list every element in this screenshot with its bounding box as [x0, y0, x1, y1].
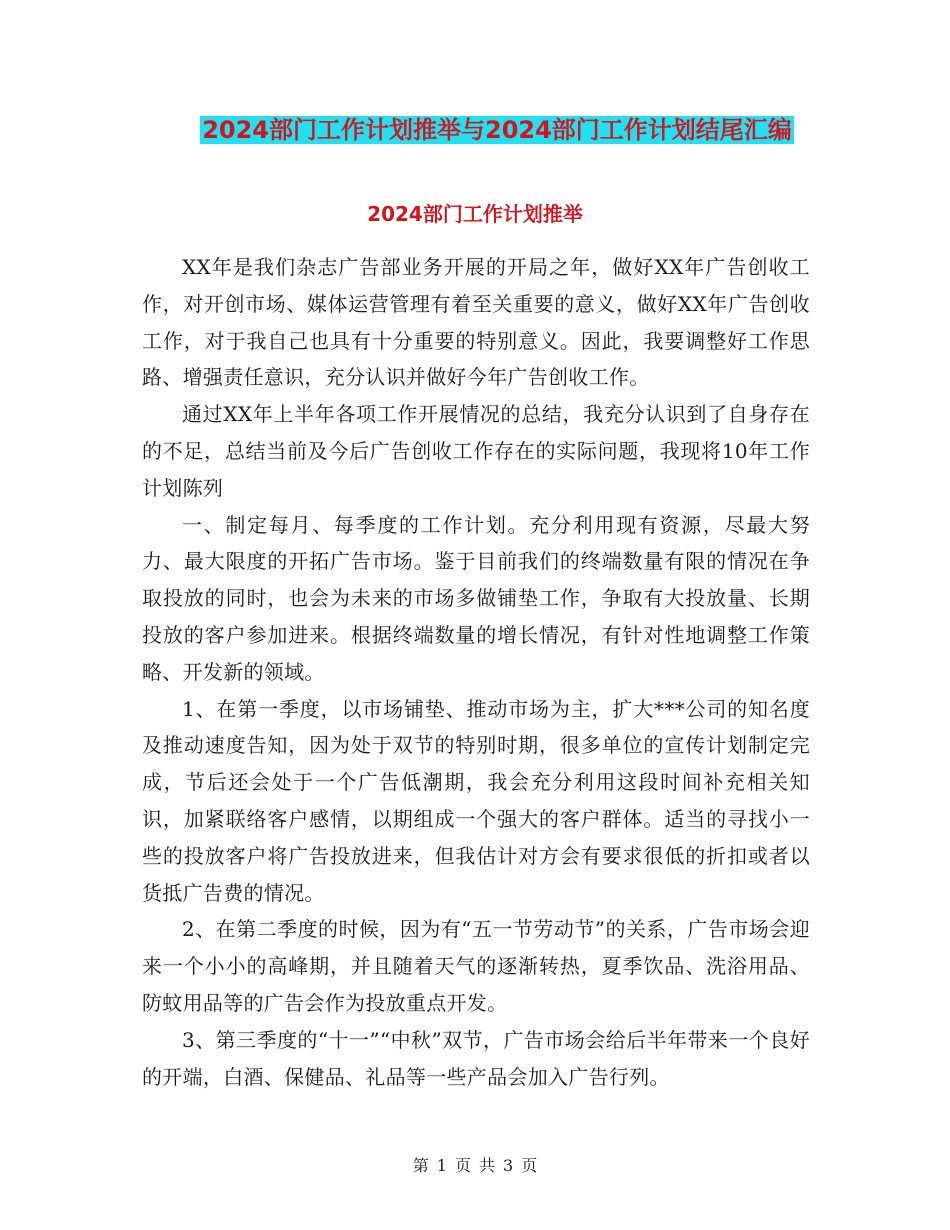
total-pages-number: 3 [503, 1156, 514, 1175]
footer-total-prefix: 共 [479, 1156, 496, 1175]
paragraph: 1、在第一季度，以市场铺垫、推动市场为主，扩大***公司的知名度及推动速度告知，因为处于双节的特别时期，很多单位的宣传计划制定完成，节后还会处于一个广告低潮期，我会充分利用这段时间补充相关知识，加紧联络客户感情，以期组成一个强大的客户群体。适当的寻找小一些的投放客户将广告投放进来，但我估计对方会有要求很低的折扣或者以货抵广告费的情况。 [142, 696, 810, 905]
document-title-text: 2024部门工作计划推举与2024部门工作计划结尾汇编 [202, 116, 792, 144]
footer-total-suffix: 页 [521, 1156, 538, 1175]
page-footer [0, 1154, 950, 1178]
paragraph: XX年是我们杂志广告部业务开展的开局之年，做好XX年广告创收工作，对开创市场、媒体运营管理有着至关重要的意义，做好XX年广告创收工作，对于我自己也具有十分重要的特别意义。因此，我要调整好工作思路、增强责任意识，充分认识并做好今年广告创收工作。 [142, 255, 810, 390]
paragraph: 3、第三季度的“十一”“中秋”双节，广告市场会给后半年带来一个良好的开端，白酒、保健品、礼品等一些产品会加入广告行列。 [142, 1027, 810, 1089]
section-title: 2024部门工作计划推举 [367, 202, 583, 226]
footer-page-label: 页 [454, 1156, 471, 1175]
current-page-number: 1 [436, 1156, 447, 1175]
document-title [0, 112, 950, 148]
footer-prefix: 第 [412, 1156, 429, 1175]
paragraph: 2、在第二季度的时候，因为有“五一节劳动节”的关系，广告市场会迎来一个小小的高峰期，并且随着天气的逐渐转热，夏季饮品、洗浴用品、防蚊用品等的广告会作为投放重点开发。 [142, 917, 810, 1015]
document-body [142, 249, 810, 1095]
paragraph: 一、制定每月、每季度的工作计划。充分利用现有资源，尽最大努力、最大限度的开拓广告市场。鉴于目前我们的终端数量有限的情况在争取投放的同时，也会为未来的市场多做铺垫工作，争取有大投放量、长期投放的客户参加进来。根据终端数量的增长情况，有针对性地调整工作策略、开发新的领域。 [142, 512, 810, 684]
paragraph: 通过XX年上半年各项工作开展情况的总结，我充分认识到了自身存在的不足，总结当前及今后广告创收工作存在的实际问题，我现将10年工作计划陈列 [142, 402, 810, 500]
